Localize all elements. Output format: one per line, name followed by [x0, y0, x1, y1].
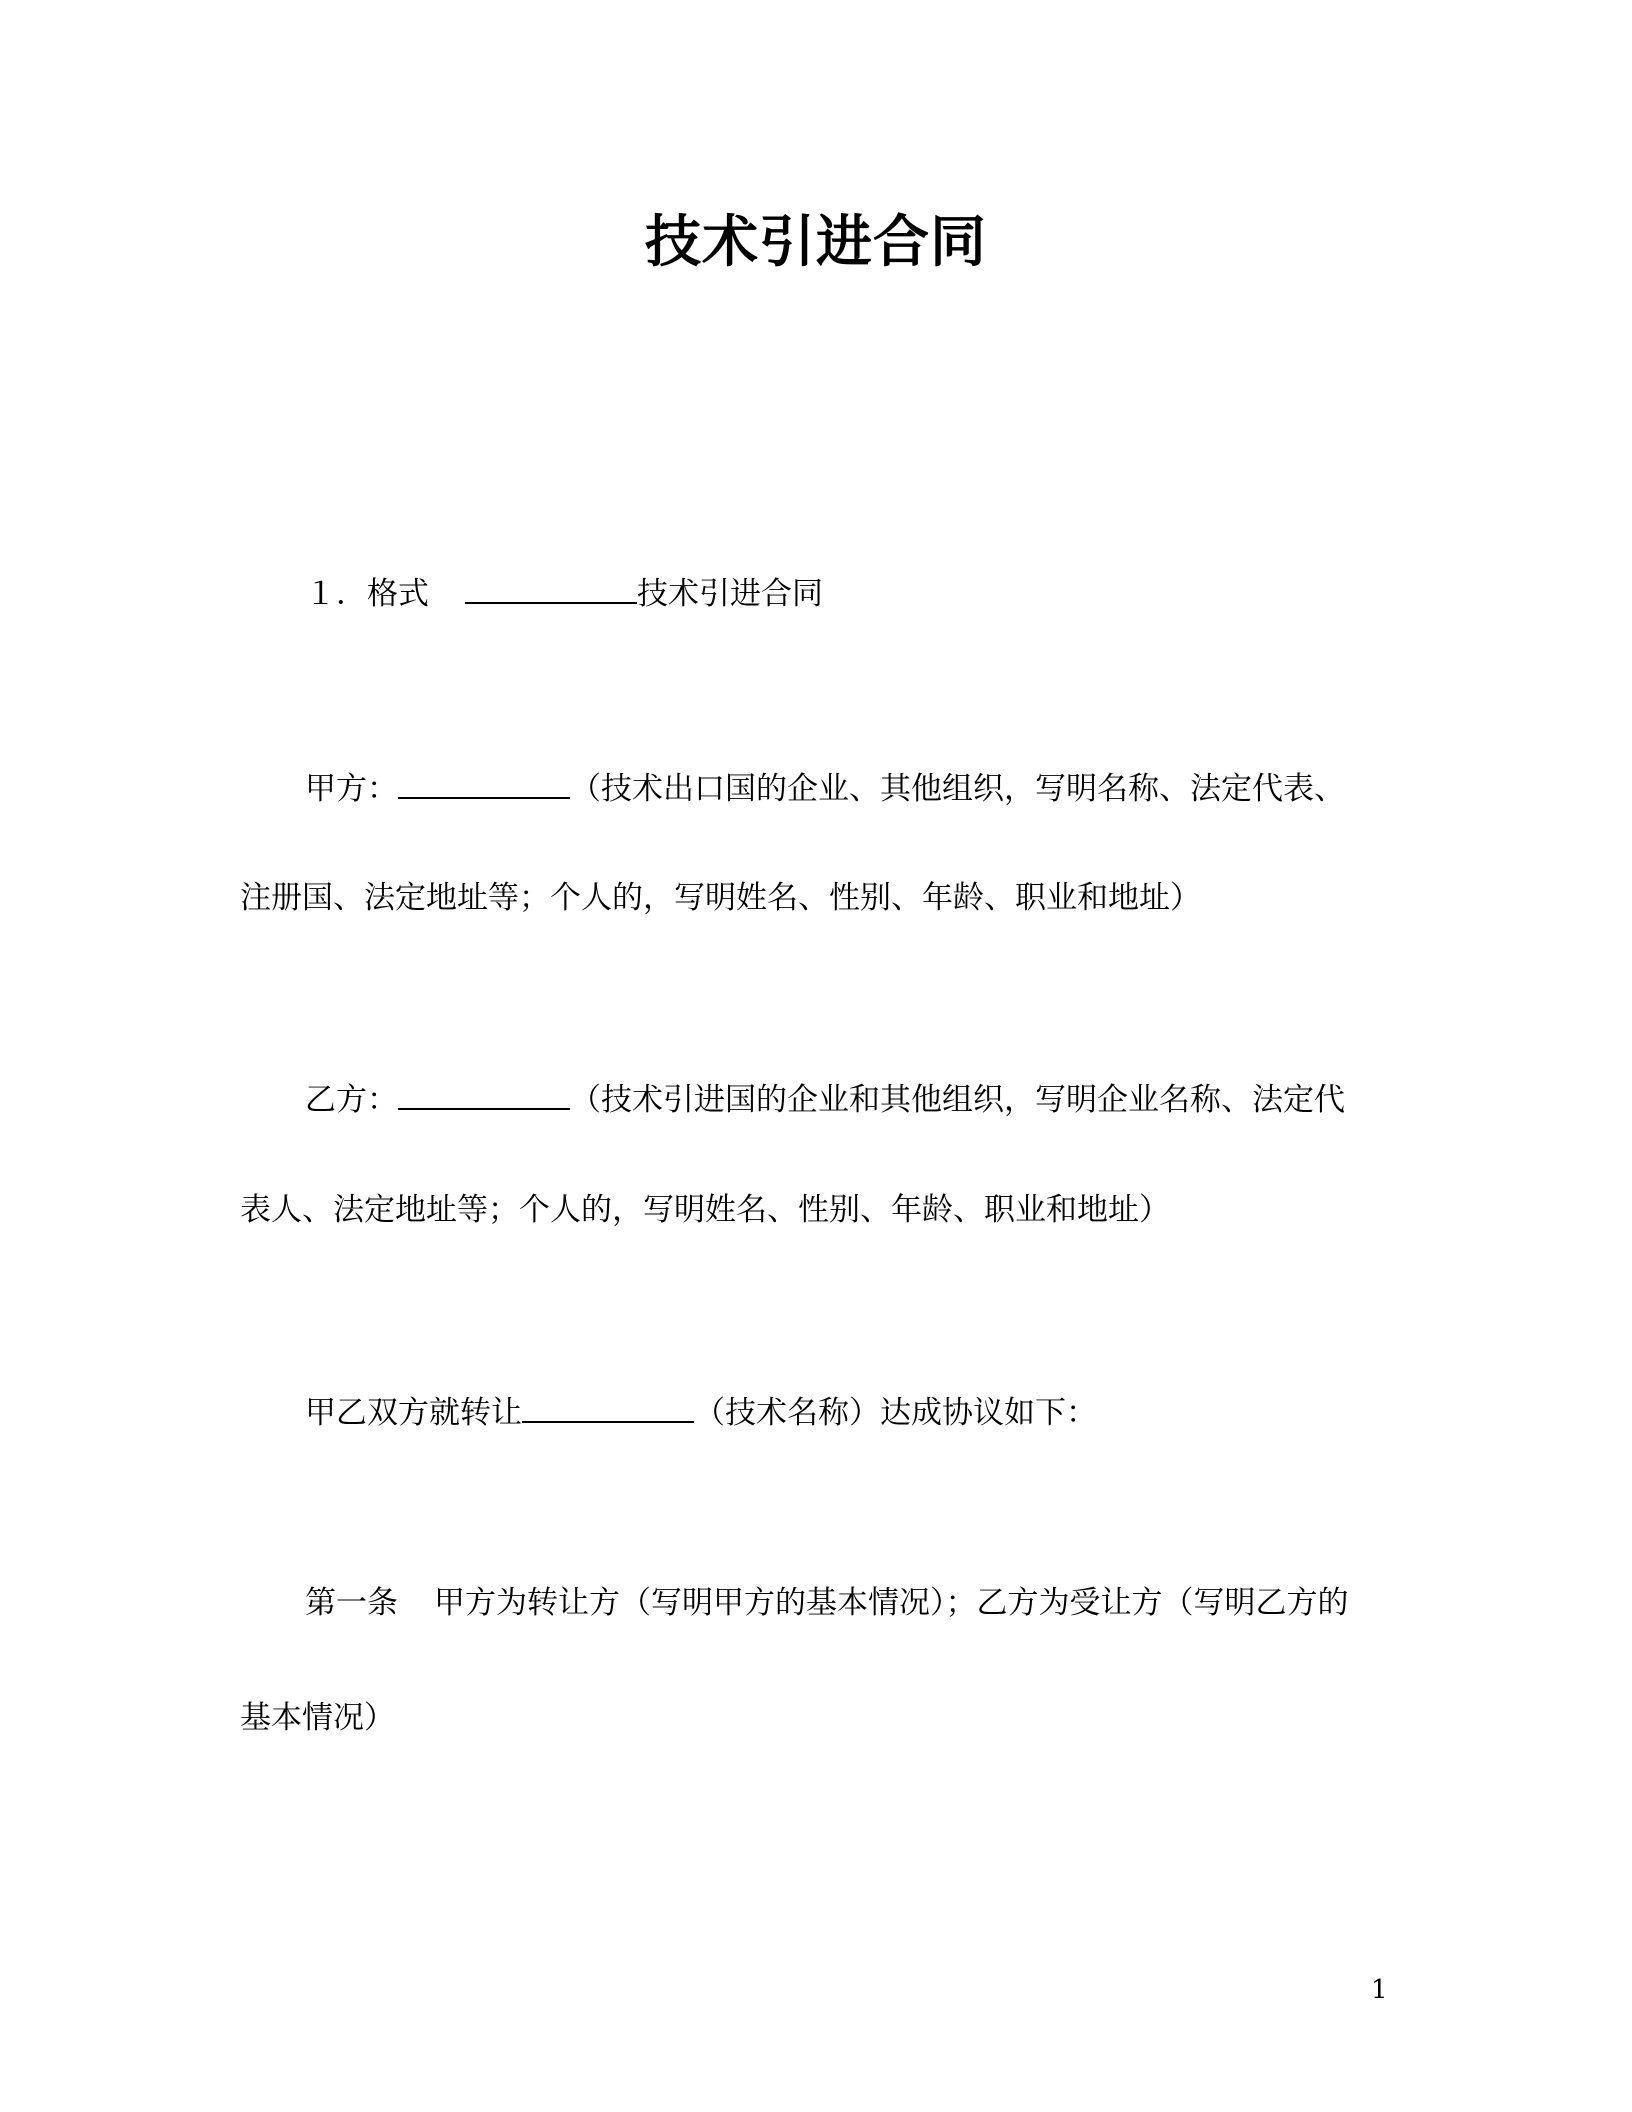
- party-a-line-1: [305, 765, 1345, 809]
- agreement-prefix: 甲乙双方就转让: [305, 1395, 522, 1431]
- party-a-desc-1: （技术出口国的企业、其他组织，写明名称、法定代表、: [570, 771, 1345, 807]
- format-line: [305, 570, 823, 614]
- agreement-suffix: （技术名称）达成协议如下：: [694, 1395, 1097, 1431]
- party-b-line-2: [240, 1190, 1170, 1230]
- technology-name-blank: [522, 1389, 694, 1423]
- page-number: 1: [1371, 1975, 1388, 2005]
- party-a-blank: [398, 765, 570, 799]
- article-1-text-2: 基本情况）: [240, 1700, 395, 1736]
- article-1-label: 第一条: [305, 1585, 398, 1621]
- article-1-line-2: [240, 1698, 395, 1738]
- party-b-desc-1: （技术引进国的企业和其他组织，写明企业名称、法定代: [570, 1082, 1345, 1118]
- format-suffix: 技术引进合同: [637, 576, 823, 612]
- format-number: １．格式: [305, 576, 429, 612]
- article-1-line-1: [305, 1583, 1349, 1623]
- party-a-label: 甲方：: [305, 771, 398, 807]
- agreement-line: [305, 1389, 1097, 1433]
- party-b-blank: [398, 1076, 570, 1110]
- party-b-label: 乙方：: [305, 1082, 398, 1118]
- article-1-text-1: 甲方为转让方（写明甲方的基本情况）；乙方为受让方（写明乙方的: [434, 1585, 1349, 1621]
- format-blank: [465, 570, 637, 604]
- document-title: 技术引进合同: [645, 210, 987, 275]
- party-b-line-1: [305, 1076, 1345, 1120]
- party-a-desc-2: 注册国、法定地址等；个人的，写明姓名、性别、年龄、职业和地址）: [240, 880, 1201, 916]
- party-b-desc-2: 表人、法定地址等；个人的，写明姓名、性别、年龄、职业和地址）: [240, 1192, 1170, 1228]
- party-a-line-2: [240, 878, 1201, 918]
